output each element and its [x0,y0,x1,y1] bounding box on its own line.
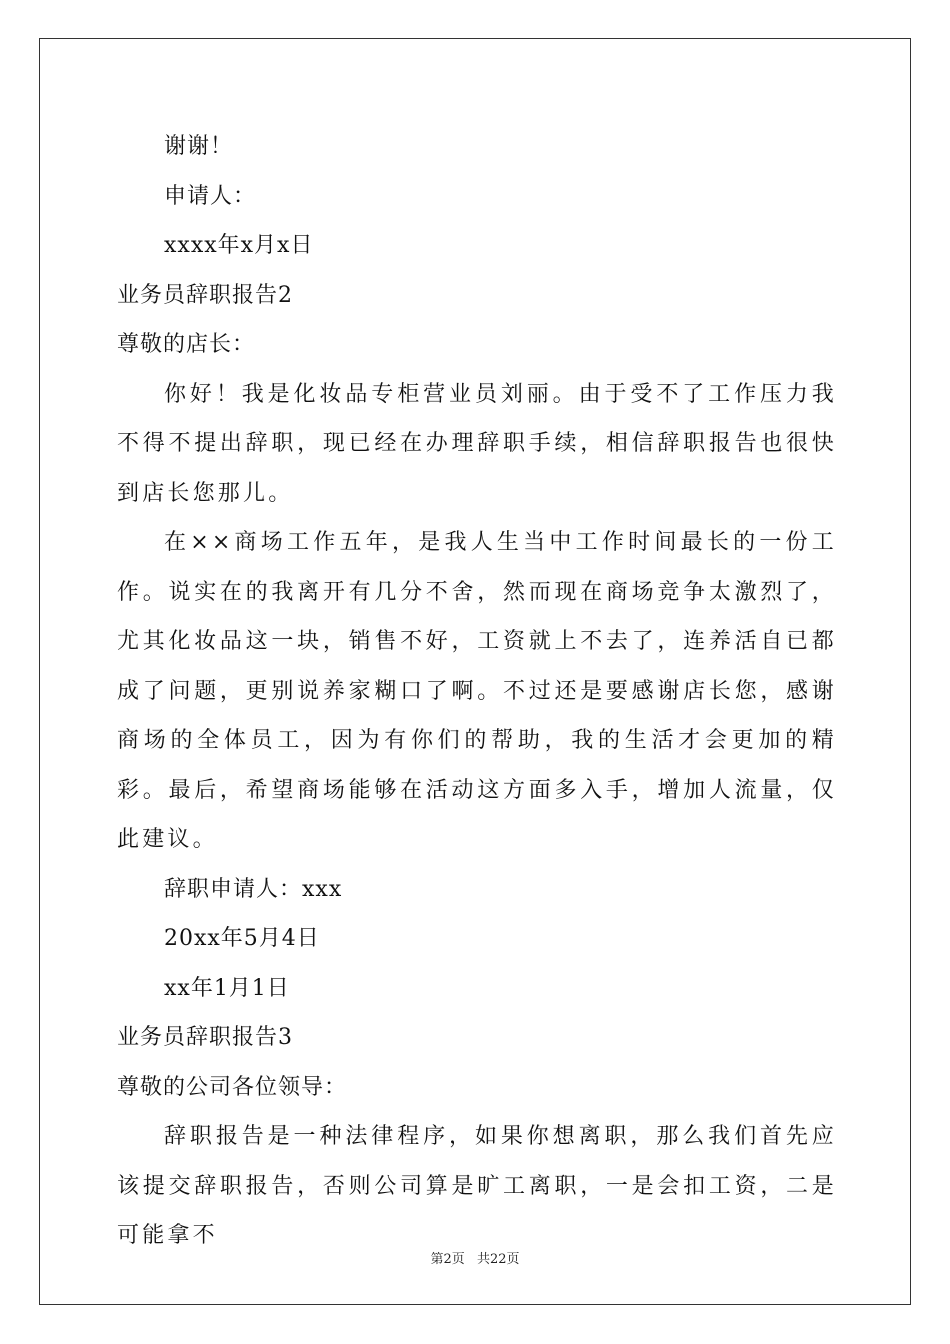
body-paragraph-1: 你好！我是化妆品专柜营业员刘丽。由于受不了工作压力我不得不提出辞职，现已经在办理辞职手续，相信辞职报告也很快到店长您那儿。 [117,381,837,506]
resign-applicant: 辞职申请人：xxx [164,876,343,902]
body-paragraph-3: 辞职报告是一种法律程序，如果你想离职，那么我们首先应该提交辞职报告，否则公司算是旷工离职，一是会扣工资，二是可能拿不 [117,1124,837,1248]
closing-thanks: 谢谢！ [164,134,234,159]
applicant-label: 申请人： [164,183,257,209]
page-total: 共22页 [476,1252,520,1267]
document-body [117,122,837,1261]
date-line: xxxx年x月x日 [164,233,314,258]
salutation-3: 尊敬的公司各位领导： [117,1074,348,1100]
body-paragraph-2: 在××商场工作五年，是我人生当中工作时间最长的一份工作。说实在的我离开有几分不舍，然而现在商场竞争太激烈了，尤其化妆品这一块，销售不好，工资就上不去了，连养活自已都成了问题，更别说养家糊口了啊。不过还是要感谢店长您，感谢商场的全体员工，因为有你们的帮助，我的生活才会更加的精彩。最后，希望商场能够在活动这方面多入手，增加人流量，仅此建议。 [117,530,837,852]
section-title-3: 业务员辞职报告3 [117,1025,293,1050]
salutation-2: 尊敬的店长： [117,332,256,357]
date-line-2: 20xx年5月4日 [164,926,320,951]
page-number: 第2页 [430,1252,465,1267]
date-line-3: xx年1月1日 [164,975,290,1001]
section-title-2: 业务员辞职报告2 [117,282,293,308]
page-footer [0,1248,950,1267]
